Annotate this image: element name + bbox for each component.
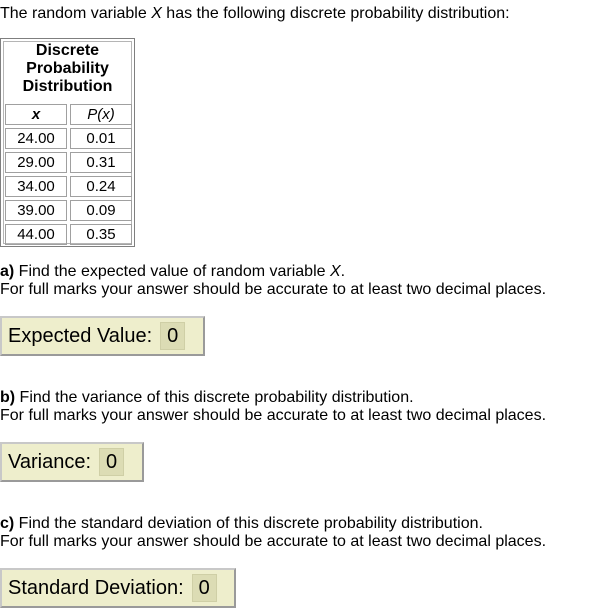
table-title-line-1: Discrete [35,42,100,59]
cell-x-row-1: 24.00 [5,128,67,149]
cell-p-row-4: 0.09 [70,200,132,221]
variance-label: Variance: [8,450,92,473]
intro-suffix: has the following discrete probability distribution: [161,5,510,22]
cell-p-row-2: 0.31 [70,152,132,173]
table-title-line-2: Probability [26,60,109,77]
variance-answer-box[interactable] [0,442,144,482]
cell-p-row-1: 0.01 [70,128,132,149]
question-c-accuracy: For full marks your answer should be accurate to at least two decimal places. [0,533,547,550]
question-a-end: . [340,263,346,280]
cell-p-row-3: 0.24 [70,176,132,197]
cell-x-row-4: 39.00 [5,200,67,221]
intro-text [0,5,510,23]
probability-distribution-table [0,38,135,247]
question-b-label: b) [0,389,16,406]
question-b-text: Find the variance of this discrete probability distribution. [15,389,414,406]
question-b [0,389,414,407]
cell-p-row-5: 0.35 [70,224,132,245]
column-header-px: P(x) [70,104,132,125]
table-title-line-3: Distribution [22,78,113,95]
cell-x-row-5: 44.00 [5,224,67,245]
question-a-variable: X [329,263,341,280]
question-c-label: c) [0,515,15,532]
expected-value-label: Expected Value: [8,324,153,347]
cell-x-row-2: 29.00 [5,152,67,173]
expected-value-answer-box[interactable] [0,316,205,356]
question-a-label: a) [0,263,15,280]
question-c-text: Find the standard deviation of this discrete probability distribution. [14,515,483,532]
question-a-text: Find the expected value of random variable [14,263,330,280]
question-b-accuracy: For full marks your answer should be accurate to at least two decimal places. [0,407,547,424]
table-title [3,42,132,96]
standard-deviation-label: Standard Deviation: [8,576,184,599]
question-c [0,515,483,533]
standard-deviation-answer-box[interactable] [0,568,236,608]
question-a [0,263,345,281]
cell-x-row-3: 34.00 [5,176,67,197]
expected-value-input[interactable]: 0 [160,322,185,350]
variance-input[interactable]: 0 [99,448,124,476]
intro-prefix: The random variable [0,5,152,22]
intro-variable: X [151,5,162,22]
column-header-x: x [5,104,67,125]
question-a-accuracy: For full marks your answer should be accurate to at least two decimal places. [0,281,547,298]
standard-deviation-input[interactable]: 0 [192,574,217,602]
